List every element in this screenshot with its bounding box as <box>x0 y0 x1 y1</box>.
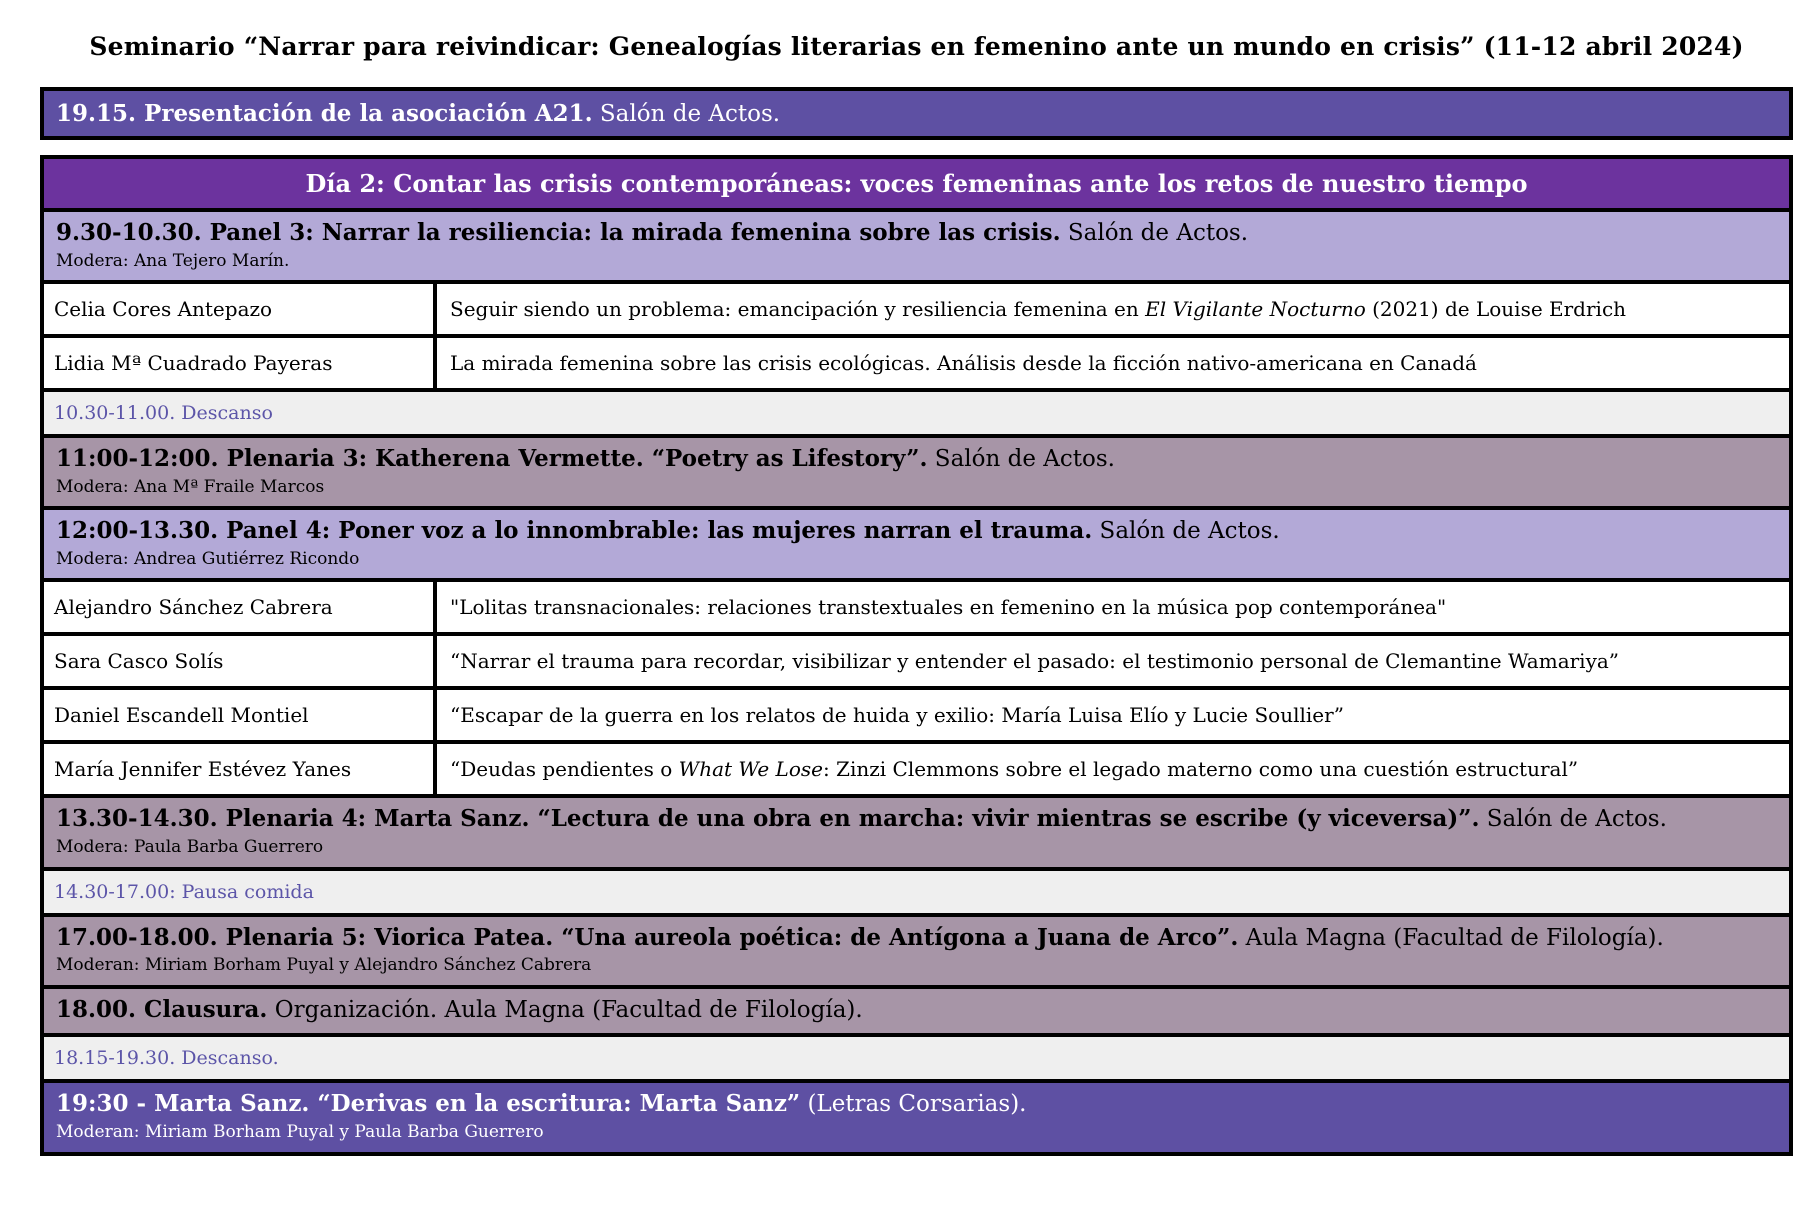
paper-title-segment: “Deudas pendientes o <box>450 757 679 782</box>
session-moderator: Moderan: Miriam Borham Puyal y Alejandro Sánchez Cabrera <box>56 955 592 976</box>
session-row <box>44 913 1789 985</box>
session-moderator: Modera: Paula Barba Guerrero <box>56 837 324 858</box>
session-title-location: Salón de Actos. <box>1060 220 1249 246</box>
session-title <box>56 445 1777 474</box>
break-row <box>44 867 1789 913</box>
paper-title-italic-segment: What We Lose <box>678 757 823 782</box>
paper-title-segment: “Escapar de la guerra en los relatos de huida y exilio: María Luisa Elío y Lucie Soullier” <box>450 703 1344 728</box>
session-title-bold: 9.30-10.30. Panel 3: Narrar la resiliencia: la mirada femenina sobre las crisis. <box>56 219 1061 246</box>
day2-schedule-table <box>40 155 1793 1156</box>
speaker-row <box>44 686 1789 740</box>
speaker-name: Lidia Mª Cuadrado Payeras <box>44 338 437 388</box>
break-row <box>44 1033 1789 1079</box>
speaker-name: Daniel Escandell Montiel <box>44 690 437 740</box>
paper-title-segment: : Zinzi Clemmons sobre el legado materno como una cuestión estructural” <box>822 757 1579 782</box>
session-moderator: Modera: Ana Mª Fraile Marcos <box>56 476 325 497</box>
session-row <box>44 1079 1789 1151</box>
session-title-bold: 11:00-12:00. Plenaria 3: Katherena Vermette. “Poetry as Lifestory”. <box>56 445 928 473</box>
session-title-location: Salón de Actos. <box>927 446 1115 473</box>
paper-title-italic-segment: El Vigilante Nocturno <box>1145 297 1366 322</box>
paper-title-segment: "Lolitas transnacionales: relaciones transtextuales en femenino en la música pop contemporánea" <box>450 595 1447 620</box>
break-label: 14.30-17.00: Pausa comida <box>54 880 314 903</box>
speaker-row <box>44 578 1789 632</box>
session-title-location: Aula Magna (Facultad de Filología). <box>1238 924 1664 951</box>
session-moderator: Modera: Andrea Gutiérrez Ricondo <box>56 549 360 570</box>
session-title-bold: 17.00-18.00. Plenaria 5: Viorica Patea. “Una aureola poética: de Antígona a Juana de Arco”. <box>56 923 1239 951</box>
session-row <box>44 208 1789 280</box>
session-row <box>44 434 1789 506</box>
session-title-bold: 13.30-14.30. Plenaria 4: Marta Sanz. “Lectura de una obra en marcha: vivir mientras se escribe (y viceversa)”. <box>56 805 1480 833</box>
paper-title-segment: Seguir siendo un problema: emancipación y resiliencia femenina en <box>450 297 1146 322</box>
speaker-name: Sara Casco Solís <box>44 636 437 686</box>
session-row <box>44 506 1789 578</box>
speaker-row <box>44 334 1789 388</box>
session-title <box>56 219 1777 248</box>
paper-title <box>437 338 1789 388</box>
pre-session-location: Salón de Actos. <box>592 101 781 127</box>
speaker-name: María Jennifer Estévez Yanes <box>44 744 437 794</box>
session-title-location: (Letras Corsarias). <box>800 1091 1027 1118</box>
paper-title <box>437 284 1789 334</box>
paper-title <box>437 582 1789 632</box>
paper-title <box>437 744 1789 794</box>
session-moderator: Moderan: Miriam Borham Puyal y Paula Barba Guerrero <box>56 1122 544 1143</box>
pre-session-title: 19.15. Presentación de la asociación A21. <box>56 100 593 127</box>
speaker-row <box>44 632 1789 686</box>
session-row <box>44 985 1789 1034</box>
break-label: 10.30-11.00. Descanso <box>54 402 273 425</box>
document-title: Seminario “Narrar para reivindicar: Genealogías literarias en femenino ante un mundo en crisis” (11-12 abril 2024) <box>89 32 1744 61</box>
session-title-location: Salón de Actos. <box>1479 806 1667 833</box>
speaker-name: Celia Cores Antepazo <box>44 284 437 334</box>
session-title-bold: 19:30 - Marta Sanz. “Derivas en la escritura: Marta Sanz” <box>56 1090 801 1118</box>
day2-header: Día 2: Contar las crisis contemporáneas: voces femeninas ante los retos de nuestro tiempo <box>44 159 1789 208</box>
paper-title <box>437 690 1789 740</box>
session-title-bold: 12:00-13.30. Panel 4: Poner voz a lo innombrable: las mujeres narran el trauma. <box>56 517 1093 545</box>
session-row <box>44 794 1789 866</box>
schedule-rows <box>44 208 1789 1152</box>
session-title <box>56 1090 1777 1119</box>
session-title <box>56 517 1777 546</box>
paper-title-segment: “Narrar el trauma para recordar, visibilizar y entender el pasado: el testimonio personal de Clemantine Wamariya” <box>450 649 1620 674</box>
break-row <box>44 388 1789 434</box>
pre-session-bar <box>40 87 1793 140</box>
speaker-row <box>44 740 1789 794</box>
session-title <box>56 805 1777 834</box>
session-title-location: Salón de Actos. <box>1092 518 1280 545</box>
session-title-bold: 18.00. Clausura. <box>56 995 268 1023</box>
session-title <box>56 924 1777 953</box>
session-title <box>56 996 1777 1025</box>
session-title-location: Organización. Aula Magna (Facultad de Filología). <box>267 996 863 1023</box>
paper-title-segment: La mirada femenina sobre las crisis ecológicas. Análisis desde la ficción nativo-americana en Canadá <box>450 351 1477 376</box>
session-moderator: Modera: Ana Tejero Marín. <box>56 250 290 271</box>
paper-title <box>437 636 1789 686</box>
break-label: 18.15-19.30. Descanso. <box>54 1047 279 1070</box>
paper-title-segment: (2021) de Louise Erdrich <box>1365 297 1627 322</box>
speaker-row <box>44 280 1789 334</box>
speaker-name: Alejandro Sánchez Cabrera <box>44 582 437 632</box>
